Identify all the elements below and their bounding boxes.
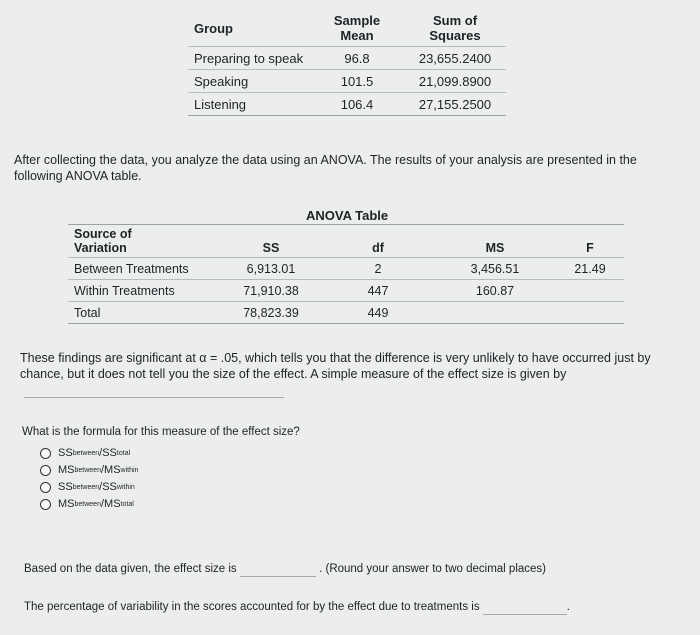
period: .	[566, 601, 570, 613]
effect-measure-blank[interactable]	[24, 385, 284, 398]
f-cell	[556, 280, 624, 302]
table-row	[68, 280, 624, 302]
mean-header: Sample Mean	[333, 13, 381, 43]
table-row	[188, 47, 506, 70]
ms-cell: 3,456.51	[434, 258, 556, 280]
group-mean: 101.5	[310, 70, 404, 93]
effect-size-input[interactable]	[240, 564, 316, 577]
radio-button[interactable]	[40, 465, 51, 476]
source-header-line2: Variation	[74, 241, 127, 255]
significance-text	[20, 350, 680, 398]
group-name: Speaking	[188, 70, 310, 93]
radio-button[interactable]	[40, 448, 51, 459]
numerator: MS	[58, 498, 75, 510]
df-cell: 2	[322, 258, 434, 280]
group-mean: 96.8	[310, 47, 404, 70]
ss-cell: 78,823.39	[220, 302, 322, 324]
numerator: MS	[58, 464, 75, 476]
group-ss: 23,655.2400	[404, 47, 506, 70]
anova-title: ANOVA Table	[306, 208, 389, 223]
numerator-sub: between	[74, 500, 101, 508]
option-ms-between-ms-within[interactable]: MS between / MS within	[40, 464, 138, 476]
effect-prompt: Based on the data given, the effect size is	[24, 563, 237, 575]
denominator: MS	[104, 498, 121, 510]
f-cell	[556, 302, 624, 324]
group-ss: 21,099.8900	[404, 70, 506, 93]
f-cell: 21.49	[556, 258, 624, 280]
ms-cell	[434, 302, 556, 324]
ss-cell: 6,913.01	[220, 258, 322, 280]
denominator: MS	[104, 464, 121, 476]
percentage-prompt: The percentage of variability in the scores accounted for by the effect due to treatments is	[24, 601, 480, 613]
numerator: SS	[58, 447, 73, 459]
denominator: SS	[102, 447, 117, 459]
ss-column-header: SS	[262, 241, 280, 255]
numerator-sub: between	[72, 483, 100, 491]
denominator-sub: total	[120, 500, 134, 508]
option-ss-between-ss-within[interactable]: SS between / SS within	[40, 481, 135, 493]
source-cell: Total	[68, 302, 220, 324]
anova-header-row	[68, 225, 624, 258]
significance-sentence: These findings are significant at α = .05, which tells you that the difference is very unlikely to have occurred just by chance, but it does not tell you the size of the effect. A simple measure of the effect size is given by	[20, 351, 651, 381]
group-name: Preparing to speak	[188, 47, 310, 70]
denominator-sub: within	[116, 483, 135, 491]
ss-cell: 71,910.38	[220, 280, 322, 302]
radio-button[interactable]	[40, 482, 51, 493]
group-table	[188, 10, 506, 116]
group-mean: 106.4	[310, 93, 404, 116]
radio-button[interactable]	[40, 499, 51, 510]
table-row	[68, 258, 624, 280]
df-column-header: df	[372, 241, 384, 255]
percentage-line	[24, 599, 570, 615]
source-cell: Between Treatments	[68, 258, 220, 280]
option-ss-between-ss-total[interactable]: SS between / SS total	[40, 447, 130, 459]
f-column-header: F	[586, 241, 594, 255]
table-row	[188, 93, 506, 116]
question-text: What is the formula for this measure of the effect size?	[22, 426, 300, 438]
percentage-input[interactable]	[483, 602, 567, 615]
intro-text: After collecting the data, you analyze the data using an ANOVA. The results of your analysis are presented in the following ANOVA table.	[14, 153, 637, 183]
source-header-line1: Source of	[74, 227, 132, 241]
option-ms-between-ms-total[interactable]: MS between / MS total	[40, 498, 134, 510]
effect-hint: . (Round your answer to two decimal places)	[319, 563, 546, 575]
table-row	[188, 70, 506, 93]
group-ss: 27,155.2500	[404, 93, 506, 116]
anova-table	[68, 224, 624, 324]
group-header: Group	[194, 20, 233, 36]
table-row	[68, 302, 624, 324]
df-cell: 447	[322, 280, 434, 302]
ms-cell: 160.87	[434, 280, 556, 302]
numerator-sub: between	[74, 466, 101, 474]
numerator-sub: between	[72, 449, 100, 457]
ms-column-header: MS	[485, 241, 505, 255]
numerator: SS	[58, 481, 73, 493]
effect-size-line	[24, 561, 546, 577]
source-header	[68, 225, 220, 258]
ss-header: Sum of Squares	[429, 13, 481, 43]
denominator: SS	[102, 481, 117, 493]
denominator-sub: within	[120, 466, 139, 474]
group-name: Listening	[188, 93, 310, 116]
df-cell: 449	[322, 302, 434, 324]
source-cell: Within Treatments	[68, 280, 220, 302]
denominator-sub: total	[116, 449, 131, 457]
group-table-header	[188, 10, 506, 47]
